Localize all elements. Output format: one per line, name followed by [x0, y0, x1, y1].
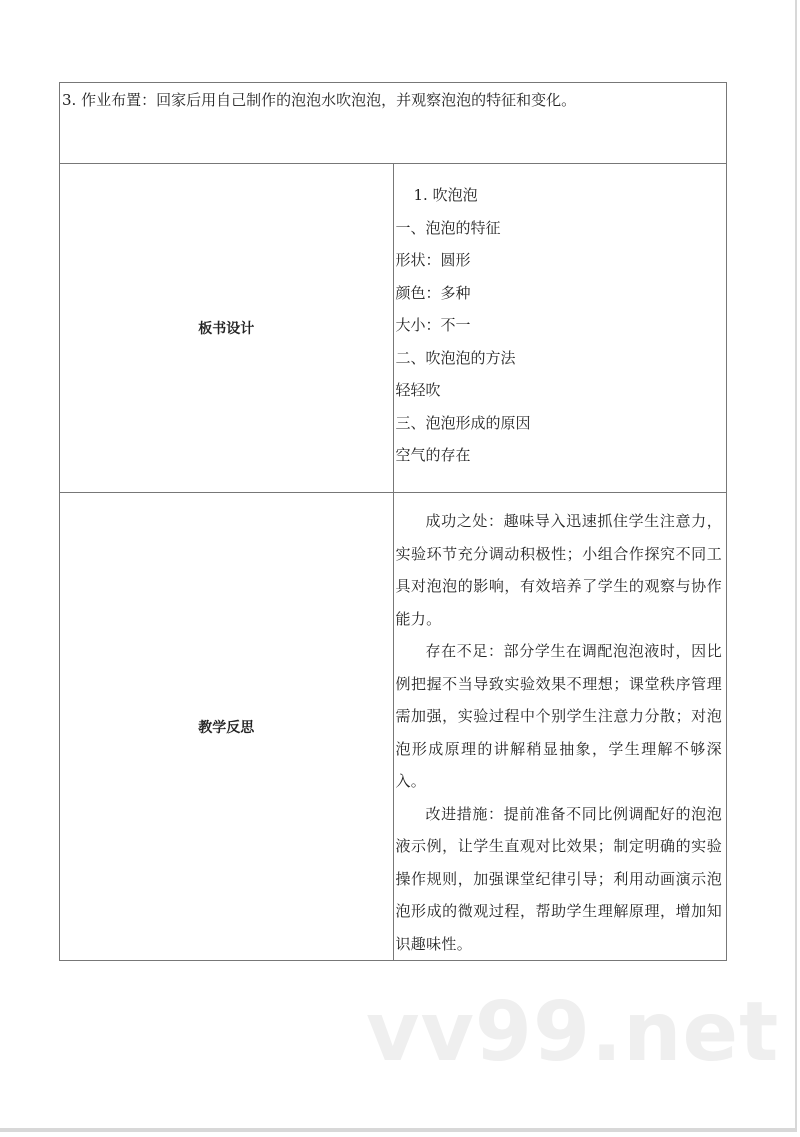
board-design-label: 板书设计	[60, 164, 394, 493]
reflection-content	[393, 493, 727, 961]
board-line: 轻轻吹	[395, 381, 441, 399]
board-line: 形状：圆形	[395, 251, 471, 269]
lesson-plan-table	[59, 82, 727, 961]
board-line: 颜色：多种	[395, 283, 471, 302]
board-design-row	[60, 164, 727, 493]
reflection-label: 教学反思	[60, 493, 394, 961]
board-line: 大小：不一	[395, 316, 471, 334]
board-line: 三、泡泡形成的原因	[395, 413, 531, 432]
reflection-row	[60, 493, 727, 961]
board-line: 一、泡泡的特征	[395, 218, 501, 237]
reflection-success: 成功之处：趣味导入迅速抓住学生注意力，实验环节充分调动积极性；小组合作探究不同工具对泡泡的影响，有效培养了学生的观察与协作能力。	[395, 512, 722, 628]
board-design-content	[393, 164, 727, 493]
board-line: 二、吹泡泡的方法	[395, 348, 516, 367]
board-line: 1. 吹泡泡	[413, 186, 478, 204]
reflection-improvements: 改进措施：提前准备不同比例调配好的泡泡液示例，让学生直观对比效果；制定明确的实验操作规则，加强课堂纪律引导；利用动画演示泡泡形成的微观过程，帮助学生理解原理，增加知识趣味性。	[395, 804, 722, 953]
homework-text: 3. 作业布置：回家后用自己制作的泡泡水吹泡泡，并观察泡泡的特征和变化。	[60, 83, 727, 164]
reflection-shortcomings: 存在不足：部分学生在调配泡泡液时，因比例把握不当导致实验效果不理想；课堂秩序管理需加强，实验过程中个别学生注意力分散；对泡泡形成原理的讲解稍显抽象，学生理解不够深入。	[395, 642, 722, 790]
board-line: 空气的存在	[395, 446, 471, 464]
watermark: vv99.net	[366, 985, 780, 1080]
homework-row	[60, 83, 727, 164]
